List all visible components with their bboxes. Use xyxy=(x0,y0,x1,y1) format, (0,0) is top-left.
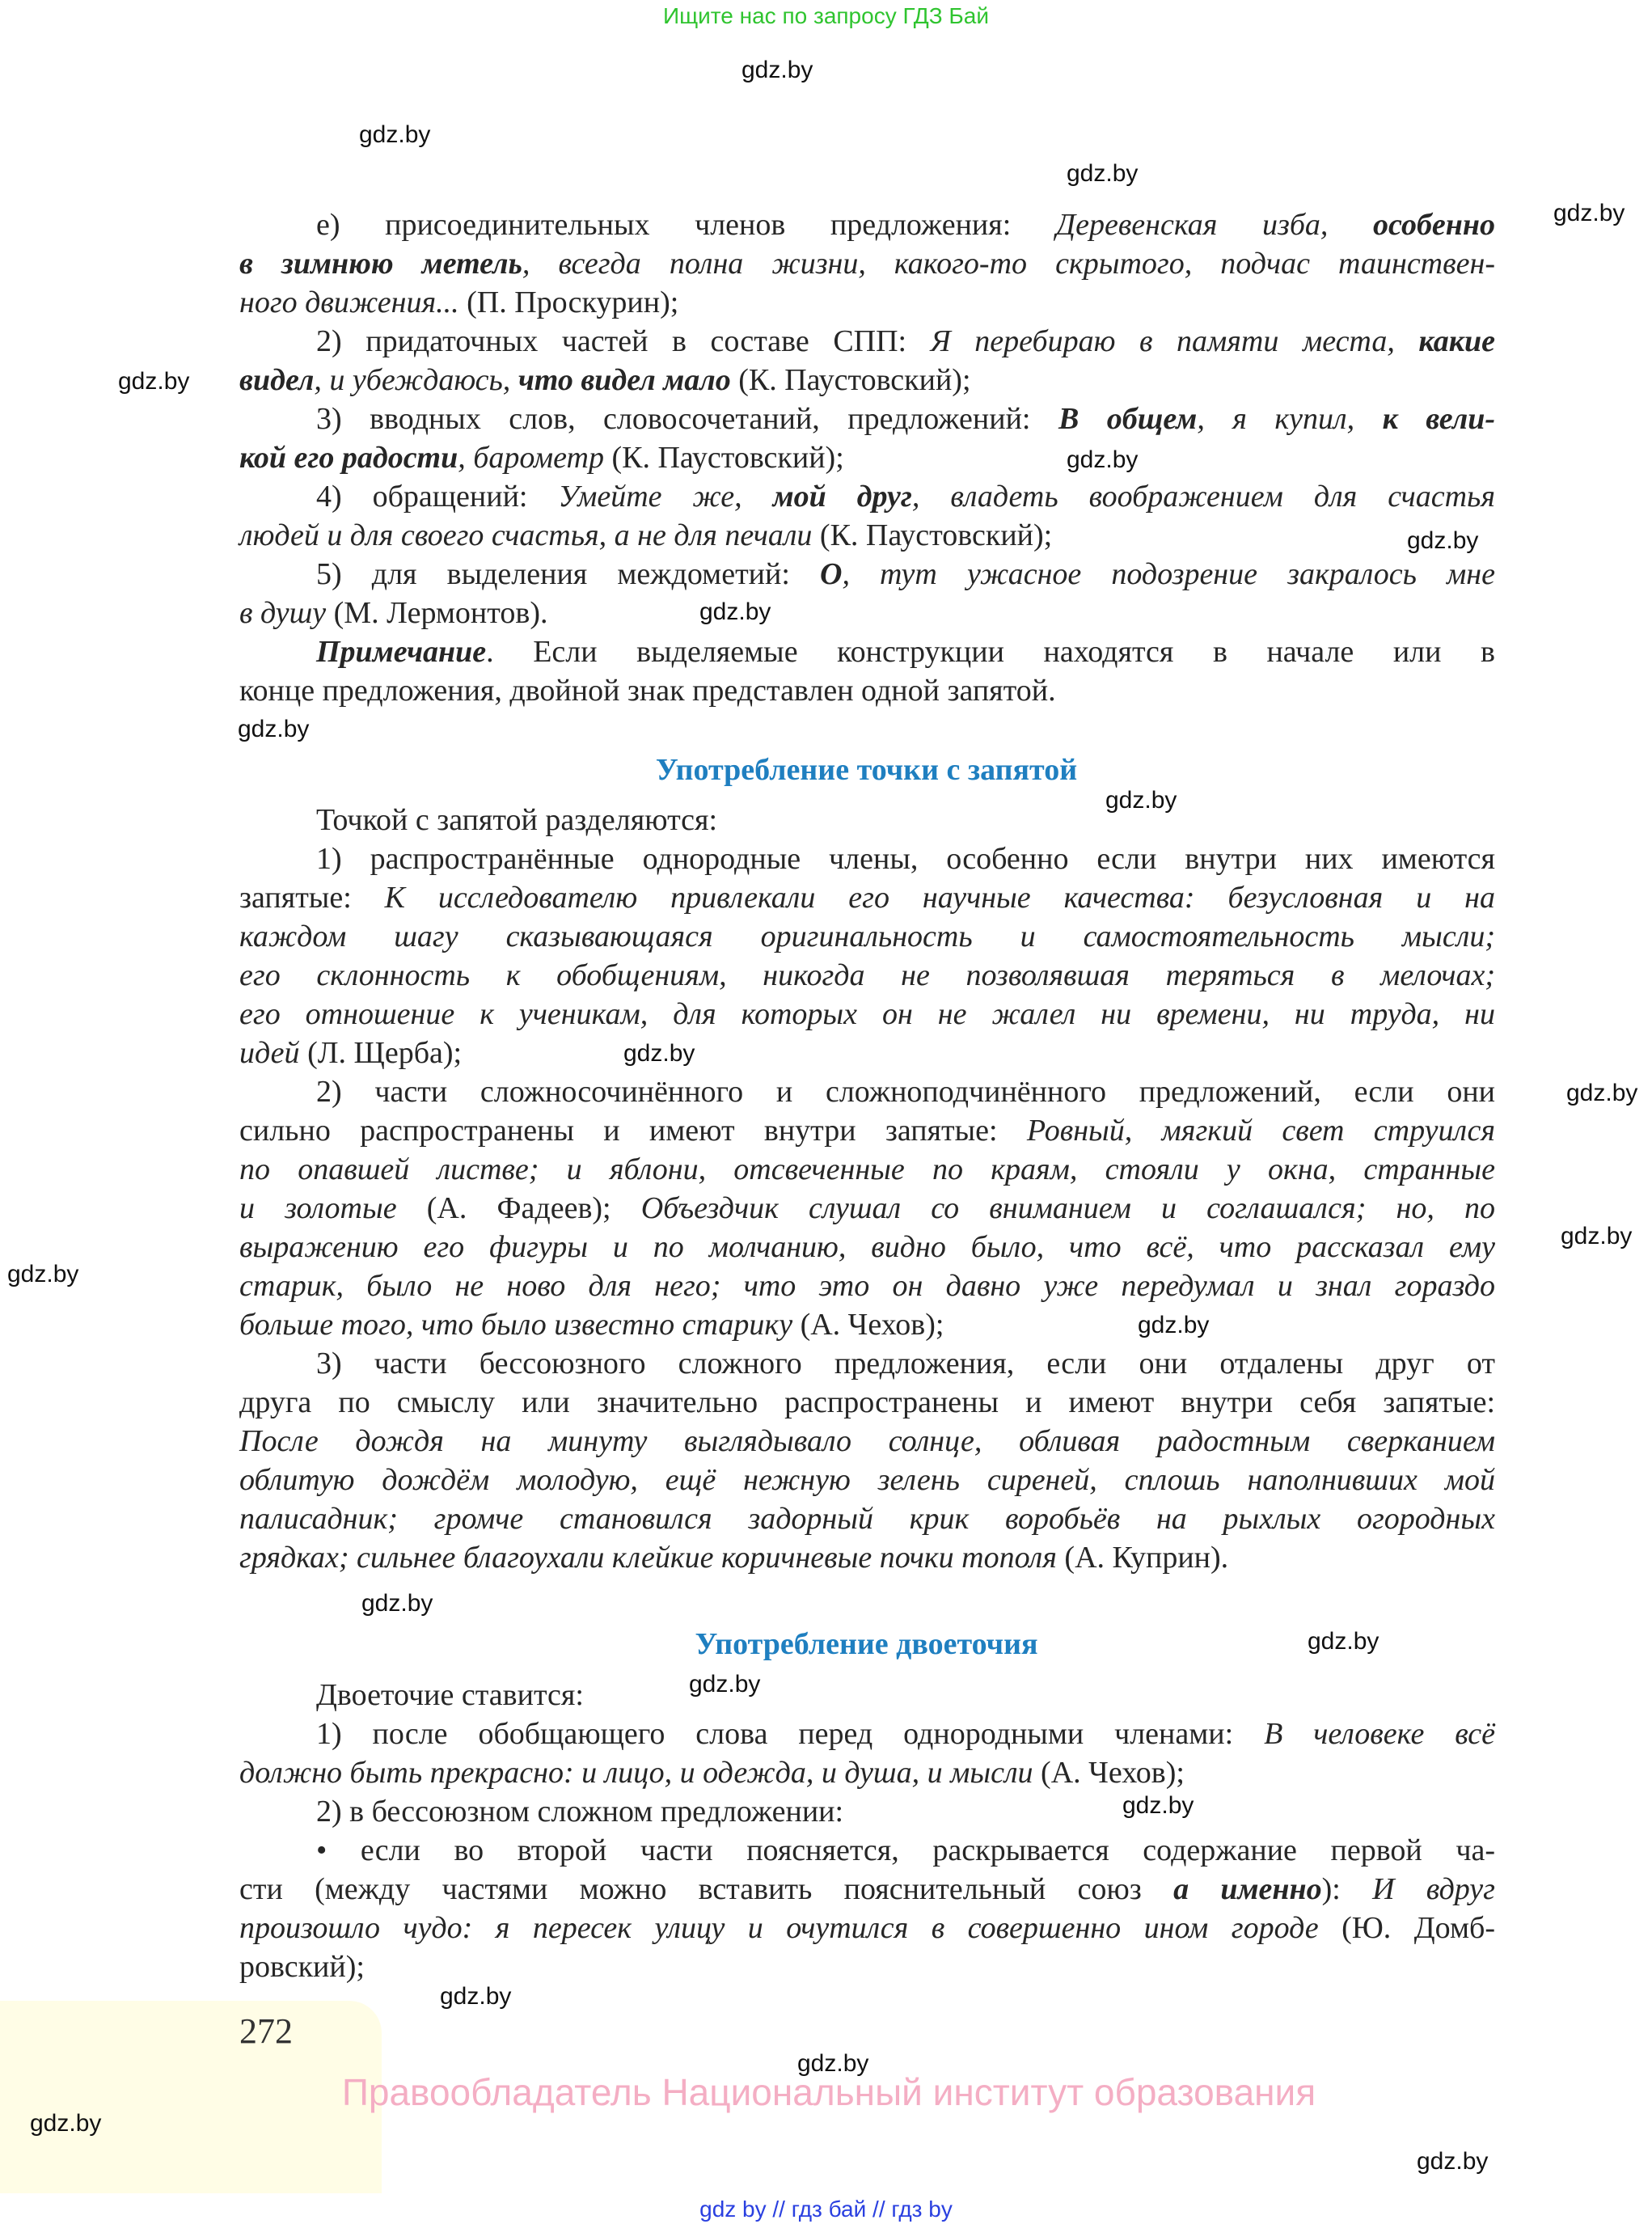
watermark: gdz.by xyxy=(361,1590,433,1617)
text-line xyxy=(239,956,1495,995)
example-text: В человеке всё xyxy=(1264,1717,1495,1751)
watermark: gdz.by xyxy=(1138,1312,1210,1338)
text-line xyxy=(239,322,1495,361)
text-line xyxy=(239,878,1495,917)
highlighted-text: мой друг xyxy=(772,480,912,514)
watermark: gdz.by xyxy=(1067,446,1139,473)
text-line xyxy=(239,1034,1495,1072)
text-run: (П. Проскурин); xyxy=(458,285,679,319)
example-text: ного движения... xyxy=(239,285,459,319)
text-line xyxy=(239,1538,1495,1577)
watermark: gdz.by xyxy=(699,598,771,625)
text-line xyxy=(239,917,1495,956)
text-line xyxy=(239,1461,1495,1499)
text-line xyxy=(239,1150,1495,1189)
example-text: в душу xyxy=(239,596,327,630)
text-line xyxy=(239,1753,1495,1792)
text-line xyxy=(239,1422,1495,1461)
text-line xyxy=(239,1344,1495,1383)
copyright-notice: Правообладатель Национальный институт образования xyxy=(341,2071,1316,2113)
text-line xyxy=(239,1676,1495,1715)
text-line xyxy=(239,1870,1495,1909)
watermark: gdz.by xyxy=(1308,1628,1379,1655)
text-run: 4) обращений: xyxy=(316,480,559,514)
text-line xyxy=(239,1189,1495,1228)
watermark: gdz.by xyxy=(1067,160,1139,187)
text-run: ): xyxy=(1321,1872,1373,1906)
page-number: 272 xyxy=(239,2011,293,2051)
text-run: (А. Чехов); xyxy=(1033,1756,1185,1790)
text-run: (К. Паустовский); xyxy=(603,441,844,475)
text-line xyxy=(239,477,1495,516)
example-text: идей xyxy=(239,1036,300,1070)
text-line xyxy=(239,839,1495,878)
text-line xyxy=(239,361,1495,400)
text-line xyxy=(239,400,1495,438)
text-line xyxy=(239,1499,1495,1538)
text-line xyxy=(239,995,1495,1034)
section-heading-colon: Употребление двоеточия xyxy=(695,1627,1038,1661)
example-text: Деревенская изба, xyxy=(1055,208,1374,242)
text-run: ровский); xyxy=(239,1950,365,1984)
text-run: 1) распространённые однородные члены, особенно если внутри них имеются xyxy=(316,842,1495,876)
watermark: gdz.by xyxy=(440,1983,512,2010)
text-run: 3) вводных слов, словосочетаний, предложений: xyxy=(316,402,1058,436)
example-text: Ровный, мягкий свет струился xyxy=(1026,1114,1496,1148)
example-text: его склонность к обобщениям, никогда не позволявшая теряться в мелочах; xyxy=(239,958,1495,992)
highlighted-text: особенно xyxy=(1373,208,1495,242)
text-line xyxy=(239,555,1495,594)
text-run: Точкой с запятой разделяются: xyxy=(316,803,718,837)
text-run: 3) части бессоюзного сложного предложения, если они отдалены друг от xyxy=(316,1347,1495,1380)
text-line xyxy=(239,438,1495,477)
example-text: Объездчик слушал со вниманием и соглашался; но, по xyxy=(640,1191,1495,1225)
watermark: gdz.by xyxy=(30,2110,102,2137)
text-run: (М. Лермонтов). xyxy=(326,596,548,630)
text-line xyxy=(239,594,1495,632)
example-text: произошло чудо: я пересек улицу и очутился в совершенно ином городе xyxy=(239,1911,1319,1945)
text-run: 2) в бессоюзном сложном предложении: xyxy=(316,1795,844,1829)
text-line xyxy=(239,801,1495,839)
watermark: gdz.by xyxy=(623,1040,695,1067)
example-text: людей и для своего счастья, а не для печали xyxy=(239,518,813,552)
example-text: К исследователю привлекали его научные качества: безусловная и на xyxy=(384,881,1495,915)
highlighted-text: а именно xyxy=(1173,1872,1322,1906)
watermark: gdz.by xyxy=(1407,527,1479,554)
text-line xyxy=(239,1228,1495,1266)
text-run: конце предложения, двойной знак представлен одной запятой. xyxy=(239,674,1056,708)
watermark: gdz.by xyxy=(689,1671,761,1698)
text-run: • если во второй части поясняется, раскрывается содержание первой ча- xyxy=(316,1833,1495,1867)
watermark: gdz.by xyxy=(1417,2148,1489,2175)
example-text: каждом шагу сказывающаяся оригинальность и самостоятельность мысли; xyxy=(239,920,1495,953)
text-line xyxy=(239,205,1495,244)
text-run: (А. Чехов); xyxy=(792,1308,944,1342)
example-text: и золотые xyxy=(239,1191,397,1225)
example-text: Я перебираю в памяти места, xyxy=(930,324,1419,358)
example-text: больше того, что было известно старику xyxy=(239,1308,793,1342)
text-line xyxy=(239,1305,1495,1344)
highlighted-text: видел xyxy=(239,363,315,397)
text-run: (К. Паустовский); xyxy=(730,363,971,397)
text-run: друга по смыслу или значительно распространены и имеют внутри себя запятые: xyxy=(239,1385,1495,1419)
text-run: 1) после обобщающего слова перед однородными членами: xyxy=(316,1717,1265,1751)
watermark: gdz.by xyxy=(7,1261,79,1287)
section-semicolon xyxy=(239,801,1495,1577)
highlighted-text: В общем xyxy=(1058,402,1198,436)
text-run: (А. Фадеев); xyxy=(396,1191,641,1225)
section-heading-semicolon: Употребление точки с запятой xyxy=(655,753,1078,787)
watermark: gdz.by xyxy=(797,2050,869,2077)
watermark: gdz.by xyxy=(238,716,310,742)
highlighted-text: кой его радости xyxy=(239,441,458,475)
highlighted-text: к вели- xyxy=(1382,402,1495,436)
example-text: облитую дождём молодую, ещё нежную зелень сиреней, сплошь наполнивших мой xyxy=(239,1463,1495,1497)
example-text: по опавшей листве; и яблони, отсвеченные по краям, стояли у окна, странные xyxy=(239,1152,1495,1186)
footer-links[interactable]: gdz by // гдз бай // гдз by xyxy=(699,2197,953,2222)
example-text: , и убеждаюсь, xyxy=(314,363,518,397)
text-run: сти (между частями можно вставить пояснительный союз xyxy=(239,1872,1174,1906)
section-colon xyxy=(239,1676,1495,1986)
example-text: его отношение к ученикам, для которых он не жалел ни времени, ни труда, ни xyxy=(239,997,1495,1031)
highlighted-text: О xyxy=(820,557,843,591)
text-line xyxy=(239,1072,1495,1111)
text-run: 5) для выделения междометий: xyxy=(316,557,820,591)
example-text: должно быть прекрасно: и лицо, и одежда, и душа, и мысли xyxy=(239,1756,1033,1790)
text-run: сильно распространены и имеют внутри запятые: xyxy=(239,1114,1027,1148)
text-run: (Л. Щерба); xyxy=(299,1036,463,1070)
example-text: И вдруг xyxy=(1372,1872,1495,1906)
example-text: , тут ужасное подозрение закралось мне xyxy=(842,557,1495,591)
highlighted-text: какие xyxy=(1418,324,1495,358)
text-line xyxy=(239,1383,1495,1422)
text-run: Двоеточие ставится: xyxy=(316,1678,584,1712)
text-run: запятые: xyxy=(239,881,385,915)
text-run: (К. Паустовский); xyxy=(812,518,1053,552)
example-text: грядках; сильнее благоухали клейкие коричневые почки тополя xyxy=(239,1541,1057,1575)
text-line xyxy=(239,632,1495,671)
watermark: gdz.by xyxy=(1561,1223,1633,1249)
watermark: gdz.by xyxy=(1553,200,1625,226)
watermark: gdz.by xyxy=(359,121,431,148)
text-line xyxy=(239,1266,1495,1305)
highlighted-text: в зимнюю метель xyxy=(239,247,522,281)
highlighted-text: Примечание xyxy=(316,635,487,669)
watermark: gdz.by xyxy=(118,368,190,395)
highlighted-text: что видел мало xyxy=(518,363,731,397)
text-line xyxy=(239,1111,1495,1150)
search-hint-banner: Ищите нас по запросу ГДЗ Бай xyxy=(662,3,990,28)
example-text: , барометр xyxy=(458,441,604,475)
text-run: 2) части сложносочинённого и сложноподчинённого предложений, если они xyxy=(316,1075,1495,1109)
text-line xyxy=(239,1831,1495,1870)
example-text: выражению его фигуры и по молчанию, видно было, что всё, что рассказал ему xyxy=(239,1230,1495,1264)
text-line xyxy=(239,1909,1495,1947)
watermark: gdz.by xyxy=(1566,1080,1638,1106)
text-line xyxy=(239,244,1495,283)
watermark: gdz.by xyxy=(1122,1792,1194,1819)
example-text: палисадник; громче становился задорный крик воробьёв на рыхлых огородных xyxy=(239,1502,1495,1536)
text-line xyxy=(239,516,1495,555)
example-text: , всегда полна жизни, какого-то скрытого, подчас таинствен- xyxy=(522,247,1495,281)
example-text: , владеть воображением для счастья xyxy=(911,480,1495,514)
text-line xyxy=(239,283,1495,322)
text-line xyxy=(239,1715,1495,1753)
text-run: 2) придаточных частей в составе СПП: xyxy=(316,324,931,358)
text-line xyxy=(239,1792,1495,1831)
example-text: Умейте же, xyxy=(558,480,773,514)
text-run: (Ю. Домб- xyxy=(1318,1911,1495,1945)
watermark: gdz.by xyxy=(741,57,813,83)
text-line xyxy=(239,1947,1495,1986)
text-run: е) присоединительных членов предложения: xyxy=(316,208,1056,242)
watermark: gdz.by xyxy=(1105,787,1177,814)
text-run: . Если выделяемые конструкции находятся в начале или в xyxy=(486,635,1495,669)
example-text: , я купил, xyxy=(1197,402,1383,436)
section-commas-continued xyxy=(239,205,1495,710)
example-text: старик, было не ново для него; что это он давно уже передумал и знал гораздо xyxy=(239,1269,1495,1303)
example-text: После дождя на минуту выглядывало солнце, обливая радостным сверканием xyxy=(239,1424,1495,1458)
text-line xyxy=(239,671,1495,710)
text-run: (А. Куприн). xyxy=(1056,1541,1229,1575)
